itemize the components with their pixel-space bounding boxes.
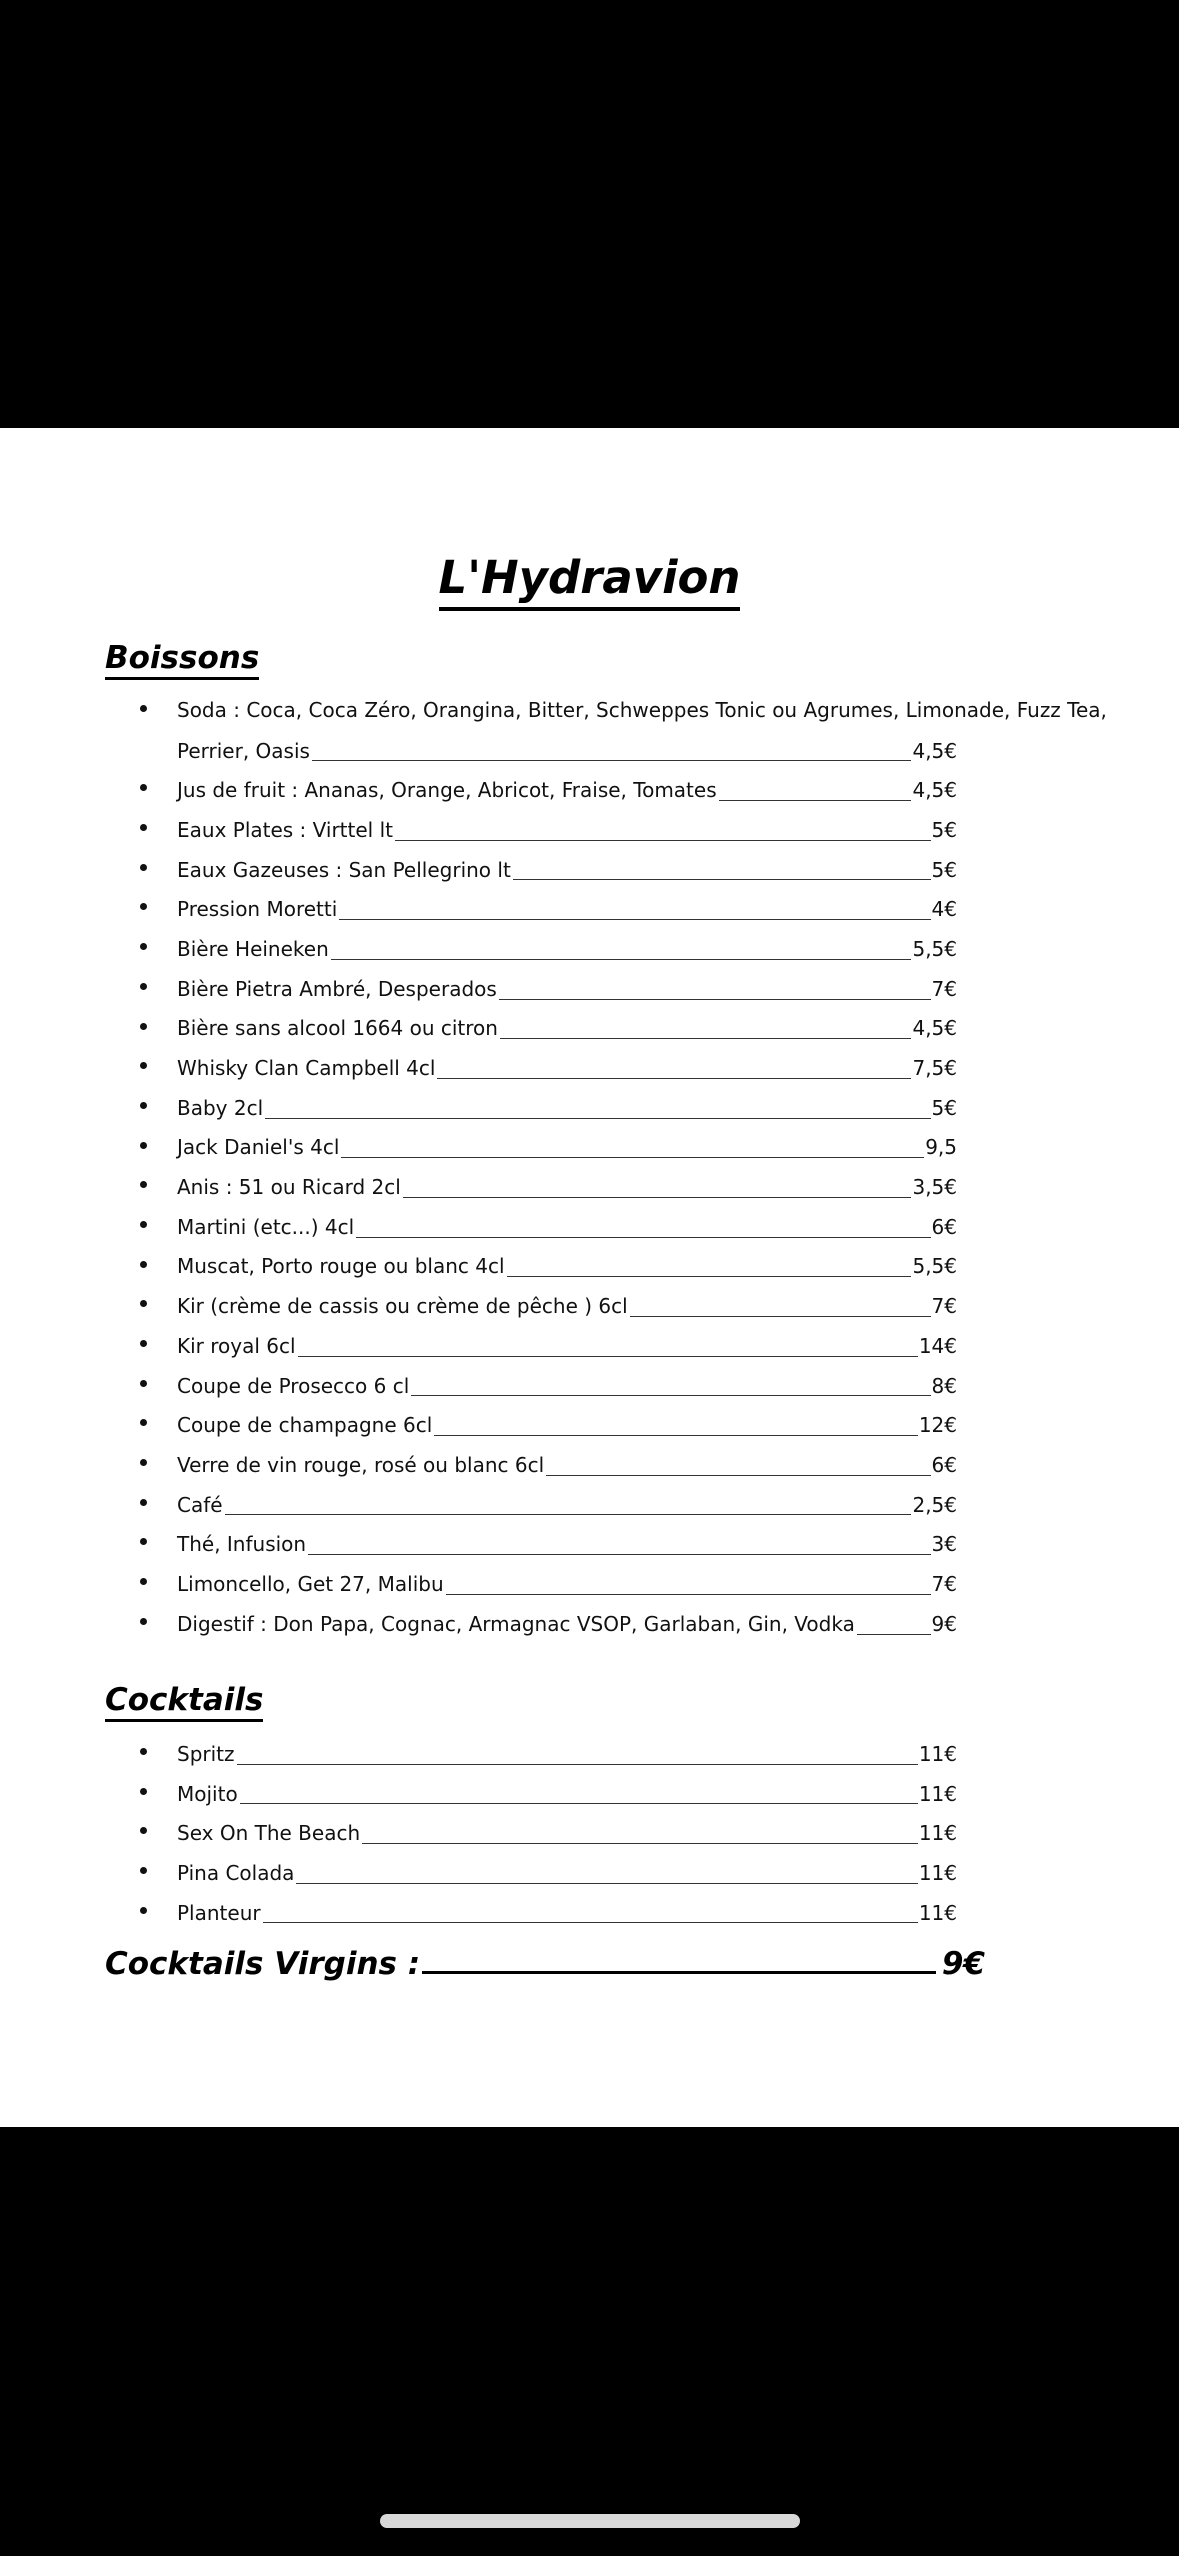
item-name: Limoncello, Get 27, Malibu	[177, 1571, 444, 1596]
list-item	[0, 929, 1179, 969]
leader-line	[265, 1118, 930, 1119]
item-name: Bière Pietra Ambré, Desperados	[177, 976, 497, 1001]
home-indicator[interactable]	[380, 2514, 800, 2528]
leader-line	[296, 1883, 917, 1884]
list-item	[0, 1048, 1179, 1088]
item-name: Baby 2cl	[177, 1095, 264, 1120]
leader-line	[446, 1594, 931, 1595]
cocktails-virgins-line	[105, 1938, 985, 1982]
item-name: Kir royal 6cl	[177, 1333, 296, 1358]
item-price: 5€	[931, 857, 957, 882]
bullet-icon	[140, 864, 147, 871]
item-price: 9,5	[925, 1135, 957, 1160]
item-name: Martini (etc...) 4cl	[177, 1214, 355, 1239]
list-item	[0, 770, 1179, 810]
list-item	[0, 889, 1179, 929]
bullet-icon	[140, 1142, 147, 1149]
bottom-black-bar	[0, 2127, 1179, 2556]
bullet-icon	[140, 1907, 147, 1914]
bullet-icon	[140, 705, 147, 712]
item-name: Planteur	[177, 1900, 261, 1925]
list-item	[0, 1128, 1179, 1168]
section-heading-boissons: Boissons	[105, 638, 259, 680]
item-price: 11€	[918, 1821, 957, 1846]
item-name: Café	[177, 1492, 223, 1517]
leader-line	[240, 1803, 918, 1804]
bullet-icon	[140, 1300, 147, 1307]
item-price: 7,5€	[912, 1056, 957, 1081]
list-item	[0, 1524, 1179, 1564]
virgins-label: Cocktails Virgins :	[105, 1946, 421, 1982]
leader-line	[437, 1078, 911, 1079]
leader-line	[630, 1316, 931, 1317]
list-item	[0, 1813, 1179, 1853]
item-price: 11€	[918, 1900, 957, 1925]
bullet-icon	[140, 1023, 147, 1030]
bullet-icon	[140, 1181, 147, 1188]
item-name: Anis : 51 ou Ricard 2cl	[177, 1175, 401, 1200]
bullet-icon	[140, 1221, 147, 1228]
bullet-icon	[140, 784, 147, 791]
item-name: Kir (crème de cassis ou crème de pêche ) 6cl	[177, 1294, 628, 1319]
item-name: Thé, Infusion	[177, 1532, 307, 1557]
leader-line	[298, 1356, 918, 1357]
list-item	[0, 1366, 1179, 1406]
leader-line	[362, 1843, 918, 1844]
item-price: 11€	[918, 1741, 957, 1766]
bullet-icon	[140, 1748, 147, 1755]
leader-line	[237, 1764, 918, 1765]
item-name: Jus de fruit : Ananas, Orange, Abricot, Fraise, Tomates	[177, 778, 717, 803]
list-item	[0, 1167, 1179, 1207]
item-name: Sex On The Beach	[177, 1821, 361, 1846]
leader-line	[312, 760, 912, 761]
item-price: 5,5€	[912, 1254, 957, 1279]
item-price: 4,5€	[912, 738, 957, 763]
list-item	[0, 1853, 1179, 1893]
list-item	[0, 691, 1179, 770]
cocktails-list	[0, 1734, 1179, 1932]
boissons-list	[0, 691, 1179, 1644]
item-price: 4,5€	[912, 778, 957, 803]
item-name: Pina Colada	[177, 1860, 295, 1885]
item-name: Muscat, Porto rouge ou blanc 4cl	[177, 1254, 505, 1279]
list-item	[0, 1207, 1179, 1247]
item-name: Eaux Plates : Virttel lt	[177, 817, 393, 842]
list-item	[0, 1286, 1179, 1326]
leader-line	[411, 1395, 930, 1396]
list-item	[0, 1326, 1179, 1366]
item-price: 7€	[931, 1571, 957, 1596]
item-price: 4,5€	[912, 1016, 957, 1041]
section-heading-cocktails: Cocktails	[105, 1680, 263, 1722]
list-item	[0, 1009, 1179, 1049]
top-black-bar	[0, 0, 1179, 428]
item-name: Bière Heineken	[177, 936, 329, 961]
leader-line	[507, 1276, 912, 1277]
item-price: 6€	[931, 1452, 957, 1477]
item-price: 3,5€	[912, 1175, 957, 1200]
item-price: 4€	[931, 897, 957, 922]
list-item	[0, 850, 1179, 890]
leader-line	[513, 879, 931, 880]
item-price: 3€	[931, 1532, 957, 1557]
leader-line	[356, 1237, 930, 1238]
leader-line	[263, 1922, 918, 1923]
menu-title-text: L'Hydravion	[439, 549, 741, 611]
item-price: 14€	[918, 1333, 957, 1358]
menu-title	[0, 548, 1179, 611]
leader-line	[395, 840, 931, 841]
item-name: Spritz	[177, 1741, 235, 1766]
item-price: 7€	[931, 976, 957, 1001]
bullet-icon	[140, 1578, 147, 1585]
item-price: 5€	[931, 1095, 957, 1120]
bullet-icon	[140, 943, 147, 950]
item-name: Verre de vin rouge, rosé ou blanc 6cl	[177, 1452, 545, 1477]
item-price: 7€	[931, 1294, 957, 1319]
leader-line	[225, 1514, 912, 1515]
bullet-icon	[140, 1459, 147, 1466]
bullet-icon	[140, 1538, 147, 1545]
list-item	[0, 1247, 1179, 1287]
leader-line	[339, 919, 930, 920]
bullet-icon	[140, 903, 147, 910]
leader-line	[500, 1038, 912, 1039]
leader-line	[499, 999, 931, 1000]
item-price: 11€	[918, 1781, 957, 1806]
item-price: 12€	[918, 1413, 957, 1438]
item-name: Digestif : Don Papa, Cognac, Armagnac VSOP, Garlaban, Gin, Vodka	[177, 1611, 855, 1636]
bullet-icon	[140, 1618, 147, 1625]
list-item	[0, 1893, 1179, 1933]
list-item	[0, 1088, 1179, 1128]
list-item	[0, 1604, 1179, 1644]
bullet-icon	[140, 1062, 147, 1069]
item-price: 2,5€	[912, 1492, 957, 1517]
item-price: 6€	[931, 1214, 957, 1239]
item-price: 8€	[931, 1373, 957, 1398]
item-name: Mojito	[177, 1781, 238, 1806]
bullet-icon	[140, 983, 147, 990]
item-name: Perrier, Oasis	[177, 738, 310, 763]
list-item	[0, 1405, 1179, 1445]
bullet-icon	[140, 1340, 147, 1347]
leader-line	[403, 1197, 912, 1198]
item-name: Coupe de Prosecco 6 cl	[177, 1373, 410, 1398]
bullet-icon	[140, 824, 147, 831]
leader-line	[422, 1971, 936, 1974]
leader-line	[331, 959, 912, 960]
item-name: Pression Moretti	[177, 897, 338, 922]
bullet-icon	[140, 1788, 147, 1795]
item-name: Whisky Clan Campbell 4cl	[177, 1056, 436, 1081]
item-name: Eaux Gazeuses : San Pellegrino lt	[177, 857, 511, 882]
bullet-icon	[140, 1261, 147, 1268]
bullet-icon	[140, 1380, 147, 1387]
leader-line	[434, 1435, 918, 1436]
list-item	[0, 969, 1179, 1009]
item-price: 9€	[931, 1611, 957, 1636]
leader-line	[341, 1157, 924, 1158]
list-item	[0, 1564, 1179, 1604]
item-name-line1: Soda : Coca, Coca Zéro, Orangina, Bitter, Schweppes Tonic ou Agrumes, Limonade, Fuzz Tea,	[177, 698, 1107, 722]
bullet-icon	[140, 1419, 147, 1426]
leader-line	[308, 1554, 930, 1555]
list-item	[0, 1485, 1179, 1525]
bullet-icon	[140, 1102, 147, 1109]
item-price: 5,5€	[912, 936, 957, 961]
item-price: 11€	[918, 1860, 957, 1885]
menu-page	[0, 428, 1179, 2127]
list-item	[0, 1445, 1179, 1485]
list-item	[0, 810, 1179, 850]
leader-line	[546, 1475, 930, 1476]
bullet-icon	[140, 1867, 147, 1874]
item-name: Coupe de champagne 6cl	[177, 1413, 433, 1438]
bullet-icon	[140, 1499, 147, 1506]
item-name: Bière sans alcool 1664 ou citron	[177, 1016, 498, 1041]
leader-line	[857, 1634, 931, 1635]
bullet-icon	[140, 1827, 147, 1834]
leader-line	[719, 800, 912, 801]
virgins-price: 9€	[941, 1946, 985, 1982]
list-item	[0, 1734, 1179, 1774]
list-item	[0, 1774, 1179, 1814]
item-name: Jack Daniel's 4cl	[177, 1135, 340, 1160]
item-price: 5€	[931, 817, 957, 842]
